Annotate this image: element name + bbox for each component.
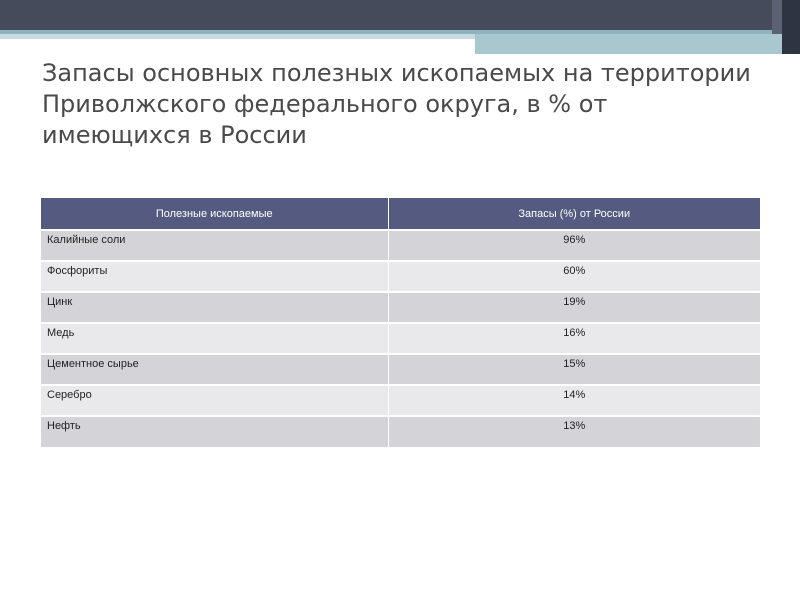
reserve-value: 15% — [388, 354, 760, 385]
mineral-name: Калийные соли — [41, 230, 388, 261]
reserve-value: 14% — [388, 385, 760, 416]
table-row — [41, 323, 760, 354]
reserve-value: 96% — [388, 230, 760, 261]
mineral-name: Цементное сырье — [41, 354, 388, 385]
reserve-value: 16% — [388, 323, 760, 354]
table-row — [41, 261, 760, 292]
reserve-value: 13% — [388, 416, 760, 447]
mineral-name: Медь — [41, 323, 388, 354]
accent-bar-right — [475, 34, 800, 54]
table-row — [41, 292, 760, 323]
mineral-name: Серебро — [41, 385, 388, 416]
table-header-row — [41, 198, 760, 230]
table-row — [41, 230, 760, 261]
reserve-value: 60% — [388, 261, 760, 292]
mineral-name: Фосфориты — [41, 261, 388, 292]
slide-title: Запасы основных полезных ископаемых на территории Приволжского федерального округа, в % от имеющихся в России — [42, 59, 751, 149]
column-header-minerals: Полезные ископаемые — [41, 198, 388, 230]
minerals-table — [41, 198, 760, 447]
corner-decoration-inner — [772, 0, 782, 34]
table-row — [41, 385, 760, 416]
mineral-name: Нефть — [41, 416, 388, 447]
table-row — [41, 354, 760, 385]
mineral-name: Цинк — [41, 292, 388, 323]
corner-decoration — [782, 0, 800, 54]
reserve-value: 19% — [388, 292, 760, 323]
column-header-reserves: Запасы (%) от России — [388, 198, 760, 230]
table-row — [41, 416, 760, 447]
accent-bar-left — [0, 34, 475, 39]
top-decorative-band — [0, 0, 800, 30]
